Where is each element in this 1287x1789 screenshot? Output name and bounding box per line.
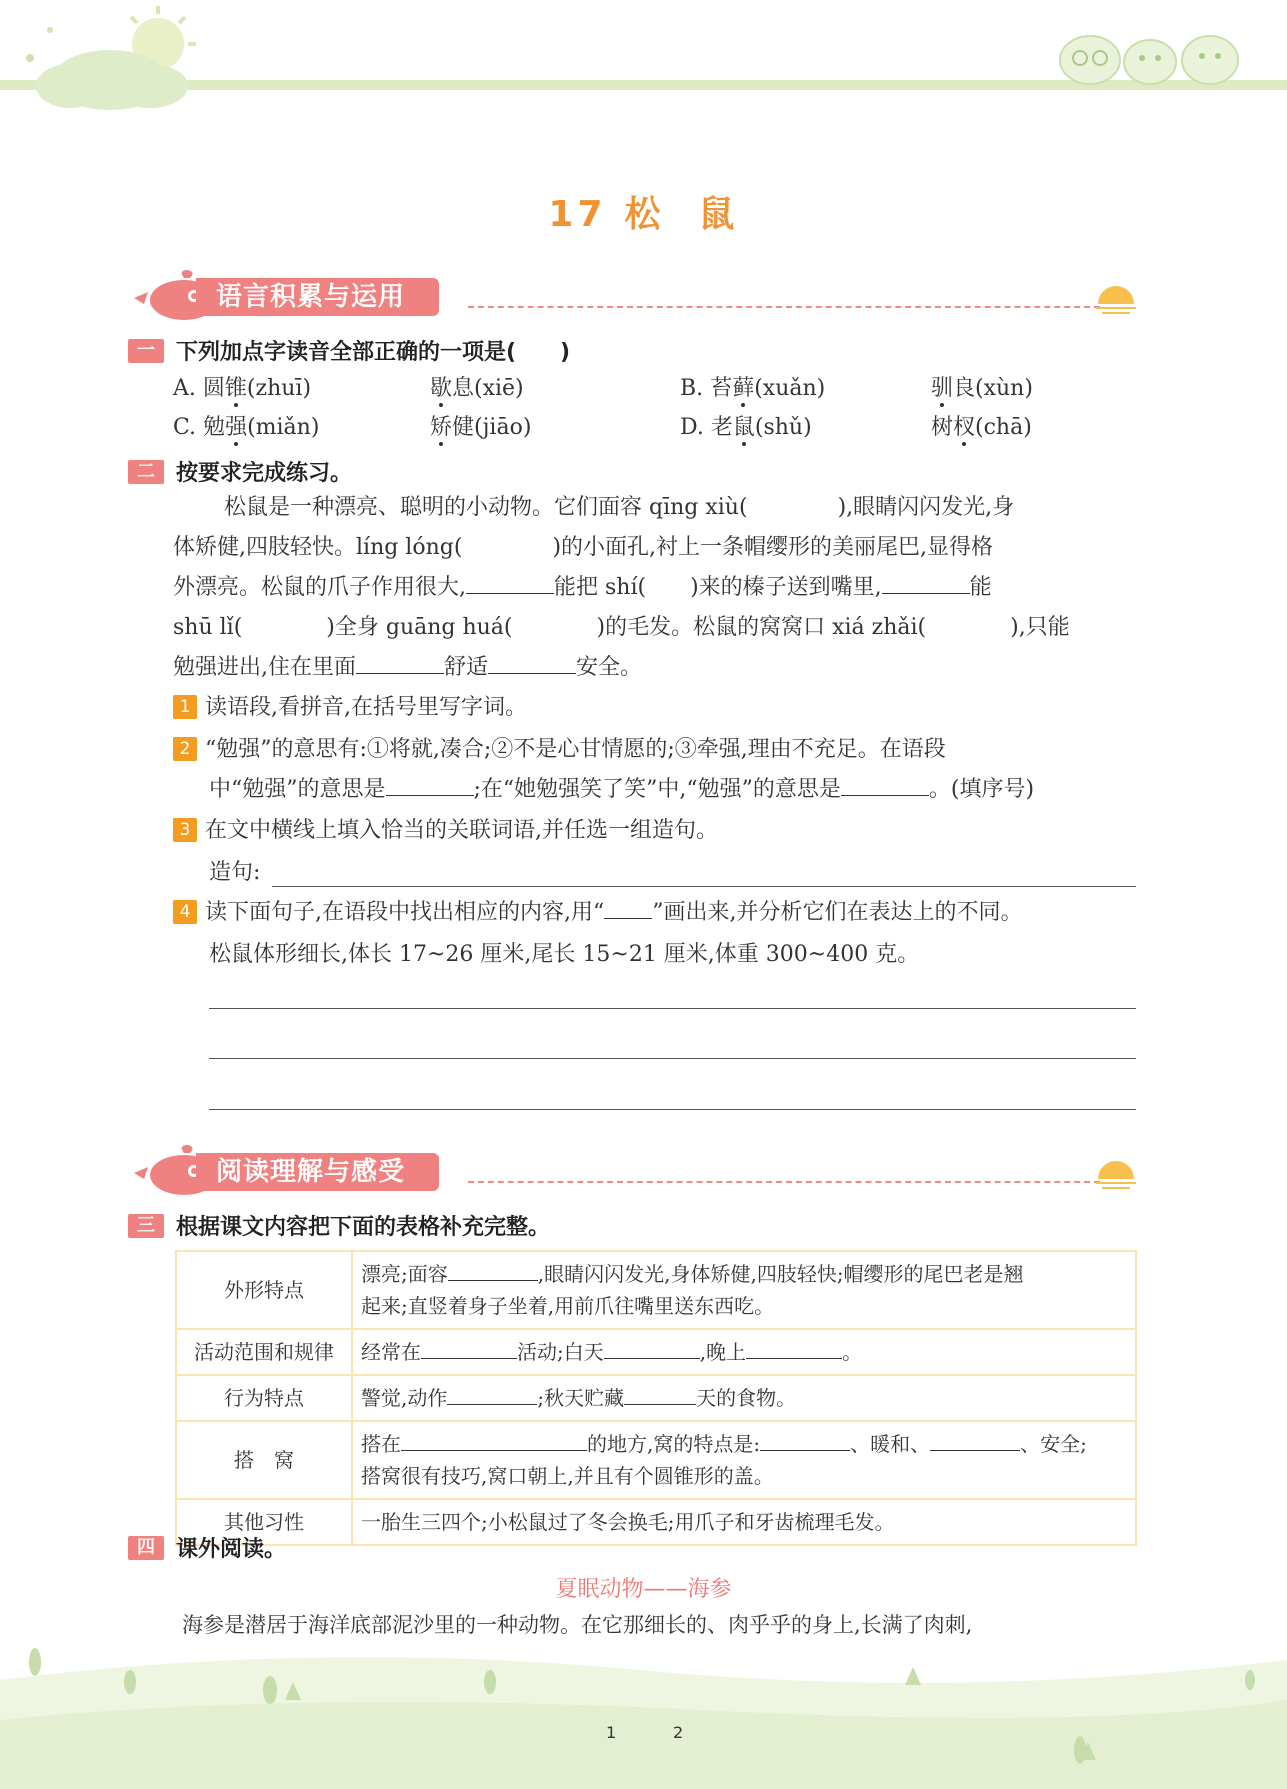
cell-text: 。 [842,1340,863,1364]
passage-text: 能把 shí( [554,575,647,600]
subquestion-text: 中“勉强”的意思是 [209,777,386,802]
fill-blank[interactable] [746,1358,842,1359]
lesson-number: 17 [548,194,607,235]
row-header: 活动范围和规律 [176,1329,352,1375]
option-label: D. [680,415,704,440]
fill-blank[interactable] [624,1404,696,1405]
option-pinyin: (miǎn) [247,415,320,440]
option-text: 勉 [203,415,226,440]
passage-text: )来的榛子送到嘴里, [690,575,882,600]
sunset-icon [1092,1161,1140,1191]
option-pinyin: (xuǎn) [754,376,826,401]
question-3-heading [128,1210,550,1241]
passage-line-5 [173,653,642,683]
fill-blank[interactable] [386,795,474,796]
cell-text: ,眼睛闪闪发光,身体矫健,四肢轻快;帽缨形的尾巴老是翘 [537,1262,1024,1286]
fill-blank[interactable] [841,795,929,796]
section-label: 语言积累与运用 [196,278,439,316]
subquestion-text: ”画出来,并分析它们在表达上的不同。 [652,900,1023,925]
passage-line-3 [173,573,992,603]
sun-cloud-icon [0,0,220,115]
option-pinyin: (zhuī) [246,376,312,401]
option-text: 老 [710,415,733,440]
question-2-heading [128,456,352,487]
cell-text: 搭在 [361,1432,401,1456]
table-row [176,1375,1136,1421]
title-char-2: 鼠 [698,194,739,235]
option-c [173,413,319,443]
divider [468,306,1100,308]
option-a-2 [430,374,524,404]
section-banner-reading [128,1143,1140,1197]
dotted-char: 藓 [732,376,755,401]
cell-text: 的地方,窝的特点是: [587,1432,761,1456]
page-number-right: 2 [673,1723,684,1742]
cell-text: 漂亮;面容 [361,1262,448,1286]
fill-blank[interactable] [760,1450,850,1451]
cell-text: 警觉,动作 [361,1386,448,1410]
summary-table [175,1250,1137,1546]
story-title: 夏眠动物——海参 [555,1577,732,1602]
passage-text: )全身 guāng huá( [326,615,513,640]
row-header: 搭 窝 [176,1421,352,1499]
question-badge: 一 [128,339,164,363]
row-header: 外形特点 [176,1251,352,1329]
option-text: 苔 [710,376,733,401]
dotted-char: 矫 [430,415,453,440]
question-prompt: 按要求完成练习。 [176,461,353,486]
passage-text: 舒适 [444,655,489,680]
option-label: B. [680,376,704,401]
passage-text: 能 [969,575,992,600]
question-prompt: 下列加点字读音全部正确的一项是( ) [176,340,571,365]
dotted-char: 驯 [931,376,954,401]
fill-blank[interactable] [882,593,970,594]
cell-text: 搭窝很有技巧,窝口朝上,并且有个圆锥形的盖。 [361,1464,774,1488]
option-pinyin: 健(jiāo) [452,415,532,440]
dotted-char: 鼠 [732,415,755,440]
sunset-icon [1092,286,1140,316]
option-pinyin: (chā) [975,415,1032,440]
cell-text: 起来;直竖着身子坐着,用前爪往嘴里送东西吃。 [361,1294,775,1318]
passage-line-1 [224,493,1014,523]
option-label: C. [173,415,197,440]
answer-line[interactable] [272,886,1136,887]
question-badge: 三 [128,1214,164,1238]
option-pinyin: 良(xùn) [953,376,1033,401]
passage-text: ),只能 [1010,615,1070,640]
footer-landscape [0,1640,1287,1789]
option-pinyin: 息(xiē) [452,376,524,401]
row-content [352,1251,1136,1329]
animal-friends-icon [1050,20,1250,90]
subquestion-text: 读下面句子,在语段中找出相应的内容,用“ [205,900,605,925]
row-header: 行为特点 [176,1375,352,1421]
answer-line[interactable] [209,1058,1136,1059]
row-content [352,1329,1136,1375]
dotted-char: 杈 [953,415,976,440]
dotted-char: 锥 [224,376,247,401]
cell-text: ;秋天贮藏 [537,1386,625,1410]
option-a [173,374,311,404]
fill-blank[interactable] [421,1358,517,1359]
fill-blank[interactable] [447,1404,537,1405]
option-d [680,413,812,443]
option-d-2 [931,413,1032,443]
fill-blank[interactable] [466,593,554,594]
section-label: 阅读理解与感受 [196,1153,439,1191]
subquestion-text: “勉强”的意思有:①将就,凑合;②不是心甘情愿的;③牵强,理由不充足。在语段 [205,737,946,762]
section-banner-language [128,268,1140,322]
answer-line[interactable] [209,1109,1136,1110]
option-b [680,374,825,404]
dotted-char: 歇 [430,376,453,401]
passage-line-4 [173,613,1070,643]
cell-text: 、暖和、 [850,1432,931,1456]
divider [468,1181,1100,1183]
row-content: 一胎生三四个;小松鼠过了冬会换毛;用爪子和牙齿梳理毛发。 [352,1499,1136,1545]
row-header: 其他习性 [176,1499,352,1545]
fill-blank[interactable] [448,1280,538,1281]
answer-line[interactable] [209,1008,1136,1009]
title-char-1: 松 [624,194,665,235]
table-row [176,1499,1136,1545]
option-label: A. [173,376,196,401]
subquestion-text: 在文中横线上填入恰当的关联词语,并任选一组造句。 [205,818,718,843]
option-text: 树 [931,415,954,440]
sentence-label: 造句: [209,860,261,885]
subquestion-text: 。(填序号) [928,777,1035,802]
option-pinyin: (shǔ) [754,415,812,440]
question-prompt: 根据课文内容把下面的表格补充完整。 [176,1215,551,1240]
page-number-left: 1 [606,1723,617,1742]
passage-line-2 [173,533,993,563]
fill-blank[interactable] [604,1358,700,1359]
passage-text: 体矫健,四肢轻快。líng lóng( [173,535,463,560]
subquestion-number: 1 [173,695,197,719]
subquestion-number: 4 [173,900,197,924]
dotted-char: 强 [225,415,248,440]
row-content [352,1375,1136,1421]
passage-text: )的小面孔,衬上一条帽缨形的美丽尾巴,显得格 [552,535,994,560]
fill-blank[interactable] [356,673,444,674]
subquestion-2-cont [209,775,1034,805]
fill-blank[interactable] [401,1450,587,1451]
cell-text: ,晚上 [699,1340,747,1364]
cell-text: 天的食物。 [696,1386,797,1410]
cell-text: 活动;白天 [517,1340,604,1364]
passage-text: ),眼睛闪闪发光,身 [837,495,1015,520]
passage-text: 勉强进出,住在里面 [173,655,356,680]
subquestion-3 [173,816,718,846]
page-title [0,186,1287,237]
question-badge: 二 [128,460,164,484]
question-prompt: 课外阅读。 [176,1537,287,1562]
question-4-heading [128,1532,286,1563]
option-b-2 [931,374,1033,404]
subquestion-2 [173,735,946,765]
subquestion-4 [173,898,1023,928]
question-badge: 四 [128,1536,164,1560]
passage-text: 外漂亮。松鼠的爪子作用很大, [173,575,466,600]
fill-blank[interactable] [488,673,576,674]
cell-text: 、安全; [1020,1432,1087,1456]
subquestion-text: ;在“她勉强笑了笑”中,“勉强”的意思是 [473,777,841,802]
passage-text: shū lǐ( [173,615,243,640]
story-paragraph: 海参是潜居于海洋底部泥沙里的一种动物。在它那细长的、肉乎乎的身上,长满了肉刺, [182,1613,973,1637]
question-1-heading [128,335,570,366]
table-row [176,1329,1136,1375]
subquestion-number: 2 [173,737,197,761]
quoted-sentence: 松鼠体形细长,体长 17~26 厘米,尾长 15~21 厘米,体重 300~400 克。 [209,942,920,967]
underline-sample [604,918,652,919]
row-content [352,1421,1136,1499]
subquestion-text: 读语段,看拼音,在括号里写字词。 [205,695,527,720]
subquestion-number: 3 [173,818,197,842]
cell-text: 经常在 [361,1340,421,1364]
passage-text: 松鼠是一种漂亮、聪明的小动物。它们面容 qīng xiù( [224,495,748,520]
passage-text: 安全。 [576,655,643,680]
table-row [176,1421,1136,1499]
subquestion-1 [173,693,527,723]
option-c-2 [430,413,531,443]
fill-blank[interactable] [930,1450,1020,1451]
option-text: 圆 [202,376,225,401]
table-row [176,1251,1136,1329]
passage-text: )的毛发。松鼠的窝窝口 xiá zhǎi( [596,615,927,640]
